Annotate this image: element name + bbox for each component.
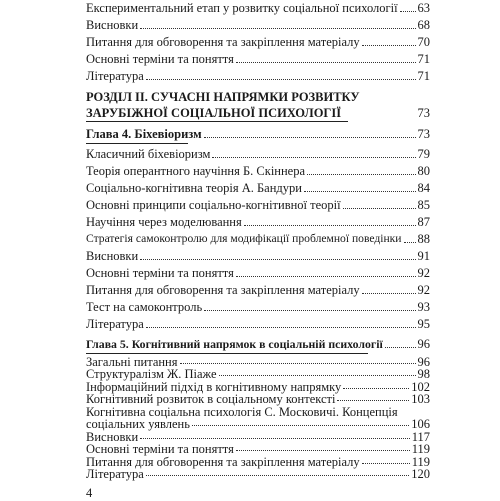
toc-entry [86, 299, 430, 315]
toc-entry-page: 71 [417, 69, 430, 83]
toc-entry-title: Питання для обговорення та закріплення матеріалу [86, 283, 360, 297]
chapter-title: Глава 4. Біхевіоризм [86, 127, 202, 141]
toc-entry-title: Научіння через моделювання [86, 215, 242, 229]
chapter-5-heading [86, 336, 430, 352]
leader-dots [140, 259, 415, 260]
leader-dots [140, 438, 410, 439]
toc-entry-title: соціальних уявлень [86, 417, 190, 432]
leader-dots [192, 425, 409, 426]
toc-entry-page: 102 [411, 379, 430, 394]
leader-dots [204, 137, 416, 138]
section-page: 73 [417, 106, 430, 120]
leader-dots [244, 225, 416, 226]
toc-entry [86, 214, 430, 230]
leader-dots [212, 157, 415, 158]
page-number: 4 [86, 486, 93, 500]
toc-entry [86, 468, 430, 480]
toc-entry [86, 368, 430, 380]
toc-entry-title: Інформаційний підхід в когнітивному напрямку [86, 379, 342, 394]
toc-entry-page: 91 [417, 249, 430, 263]
toc-entry-page: 87 [417, 215, 430, 229]
leader-dots [219, 375, 416, 376]
toc-entry-title: Основні терміни та поняття [86, 442, 234, 457]
toc-entry-page: 119 [411, 454, 430, 469]
toc-entry-title: Основні принципи соціально-когнітивної теорії [86, 198, 341, 212]
leader-dots [307, 174, 415, 175]
leader-dots [236, 62, 416, 63]
toc-entry-page: 119 [411, 442, 430, 457]
leader-dots [180, 363, 416, 364]
toc-entry-title: Висновки [86, 429, 139, 444]
toc-entry [86, 197, 430, 213]
toc-entry [86, 418, 430, 430]
toc-entry [86, 34, 430, 50]
toc-entry-title: Питання для обговорення та закріплення матеріалу [86, 35, 360, 49]
toc-entry-title: Експериментальний етап у розвитку соціальної психології [86, 1, 398, 15]
toc-entry [86, 68, 430, 84]
section-heading-line-2 [86, 105, 430, 121]
chapter-page: 73 [417, 127, 430, 141]
toc-entry-page: 93 [417, 300, 430, 314]
toc-entry-page: 98 [417, 367, 430, 382]
chapter-title: Глава 5. Когнітивний напрямок в соціальній психології [86, 337, 383, 351]
leader-dots [236, 276, 416, 277]
toc-entry-page: 68 [417, 18, 430, 32]
toc-entry-page: 84 [417, 181, 430, 195]
toc-entry [86, 443, 430, 455]
toc-entry [86, 431, 430, 443]
toc-entry [86, 17, 430, 33]
leader-dots [404, 242, 416, 243]
leader-dots [146, 79, 416, 80]
toc-entry-page: 92 [417, 283, 430, 297]
toc-entry-page: 96 [417, 355, 430, 369]
toc-entry [86, 456, 430, 468]
toc-entry-title: Основні терміни та поняття [86, 52, 234, 66]
toc-entry-title: Когнітивна соціальна психологія С. Московичі. Концепція [86, 404, 398, 419]
toc-entry [86, 248, 430, 264]
toc-entry [86, 0, 430, 16]
toc-entry [86, 316, 430, 332]
toc-entry-title: Висновки [86, 249, 139, 263]
leader-dots [343, 208, 416, 209]
toc-entry [86, 393, 430, 405]
toc-entry-title: Когнітивний розвиток в соціальному контексті [86, 392, 336, 407]
toc-entry-page: 103 [411, 392, 430, 407]
toc-entry-page: 71 [417, 52, 430, 66]
toc-entry-title: Література [86, 69, 144, 83]
toc-entry-page: 88 [417, 232, 430, 246]
toc-entry-title: Структуралізм Ж. Піаже [86, 367, 217, 382]
leader-dots [236, 450, 410, 451]
toc-entry-page: 92 [417, 266, 430, 280]
chapter-page: 96 [417, 337, 430, 351]
toc-entry [86, 180, 430, 196]
toc-entry [86, 51, 430, 67]
toc-entry-title: Стратегія самоконтролю для модифікації проблемної поведінки [86, 232, 402, 245]
toc-entry-page: 106 [411, 417, 430, 432]
leader-dots [385, 347, 416, 348]
leader-dots [304, 191, 416, 192]
toc-entry-page: 79 [417, 147, 430, 161]
toc-entry-title: Література [86, 467, 144, 481]
toc-entry-page: 117 [411, 429, 430, 444]
leader-dots [146, 327, 416, 328]
leader-dots [362, 463, 410, 464]
leader-dots [362, 293, 416, 294]
toc-entry-page: 80 [417, 164, 430, 178]
leader-dots [146, 475, 409, 476]
toc-entry [86, 146, 430, 162]
toc-entry-title: Теорія оперантного научіння Б. Скіннера [86, 164, 306, 178]
toc-entry-title: Тест на самоконтроль [86, 300, 203, 314]
toc-entry-title: Основні терміни та поняття [86, 266, 234, 280]
leader-dots [362, 45, 416, 46]
leader-dots [343, 388, 409, 389]
toc-entry-page: 120 [411, 467, 430, 481]
toc-entry-page: 95 [417, 317, 430, 331]
toc-entry-title: Література [86, 317, 144, 331]
toc-entry [86, 356, 430, 368]
toc-entry-title: Класичний біхевіоризм [86, 147, 211, 161]
toc-entry [86, 406, 430, 418]
section-underline [86, 121, 348, 122]
leader-dots [337, 400, 409, 401]
chapter-4-heading [86, 126, 430, 142]
leader-dots [204, 310, 415, 311]
leader-dots [400, 11, 416, 12]
chapter-underline [86, 143, 188, 144]
toc-entry-title: Загальні питання [86, 355, 178, 369]
chapter-underline [86, 353, 368, 354]
toc-entry-page: 63 [417, 1, 430, 15]
toc-entry [86, 282, 430, 298]
toc-entry-title: Соціально-когнітивна теорія А. Бандури [86, 181, 302, 195]
toc-entry [86, 163, 430, 179]
toc-entry-title: Питання для обговорення та закріплення матеріалу [86, 454, 360, 469]
section-heading-title: ЗАРУБІЖНОЇ СОЦІАЛЬНОЇ ПСИХОЛОГІЇ [86, 106, 342, 120]
section-heading-line-1: РОЗДІЛ ІІ. СУЧАСНІ НАПРЯМКИ РОЗВИТКУ [86, 90, 360, 104]
toc-entry [86, 381, 430, 393]
toc-entry [86, 231, 430, 247]
toc-entry-page: 70 [417, 35, 430, 49]
toc-entry-title: Висновки [86, 18, 139, 32]
toc-entry [86, 265, 430, 281]
toc-entry-page: 85 [417, 198, 430, 212]
leader-dots [140, 28, 415, 29]
